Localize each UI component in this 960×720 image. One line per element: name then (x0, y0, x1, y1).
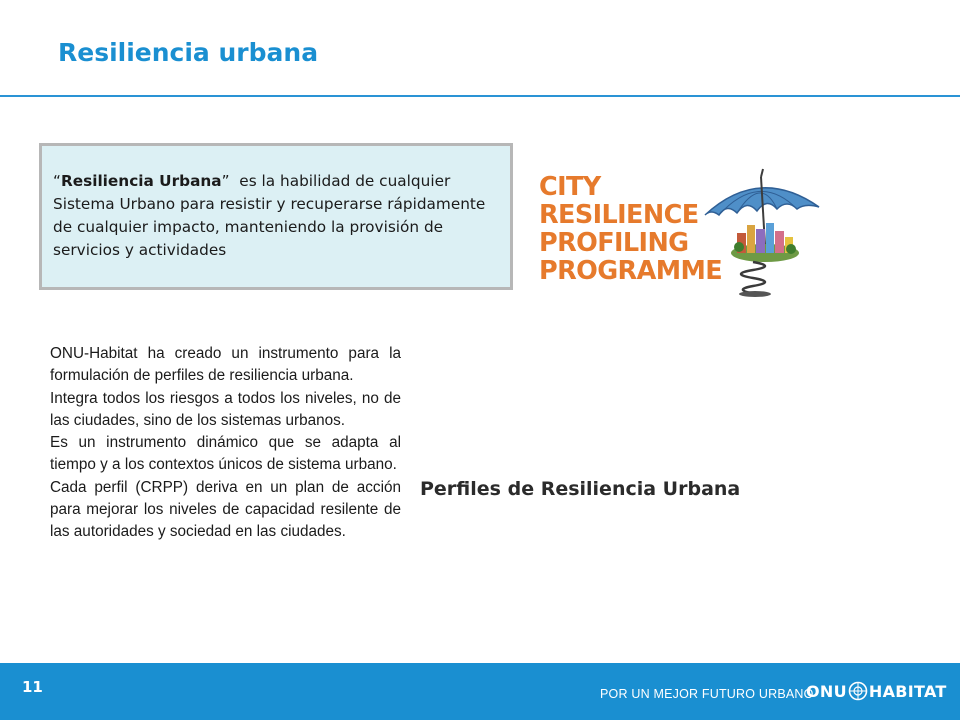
logo-line-resilience: RESILIENCE (539, 200, 699, 230)
close-quote: ” (221, 172, 230, 190)
definition-text: es la habilidad de cualquier Sistema Urbano para resistir y recuperarse rápidamente de cualquier impacto, manteniendo la provisión de servicios y actividades (53, 172, 486, 259)
un-emblem-icon (848, 681, 868, 701)
brand-right: HABITAT (868, 681, 947, 701)
logo-line-city: CITY (539, 172, 601, 202)
onu-habitat-logo (806, 681, 947, 701)
profiles-caption: Perfiles de Resiliencia Urbana (420, 478, 741, 500)
logo-line-programme: PROGRAMME (539, 256, 723, 286)
logo-wordmark (539, 173, 722, 285)
definition-term: Resiliencia Urbana (60, 172, 222, 190)
description-paragraph-3: Es un instrumento dinámico que se adapta al tiempo y a los contextos únicos de sistema urbano. (50, 434, 401, 474)
definition-box (39, 143, 513, 290)
open-quote: “ (53, 172, 61, 190)
page-title: Resiliencia urbana (58, 38, 319, 67)
title-divider (0, 95, 960, 97)
umbrella-city-icon (701, 167, 823, 297)
page-number: 11 (22, 678, 43, 696)
footer-tagline: POR UN MEJOR FUTURO URBANO (600, 687, 814, 701)
crpp-logo (523, 153, 831, 310)
footer-bar (0, 663, 960, 720)
description-paragraph-2: Integra todos los riesgos a todos los niveles, no de las ciudades, sino de los sistemas urbanos. (50, 389, 401, 429)
brand-left: ONU (806, 681, 847, 701)
description-text (50, 343, 401, 544)
description-paragraph-1: ONU-Habitat ha creado un instrumento para la formulación de perfiles de resiliencia urbana. (50, 345, 401, 385)
logo-line-profiling: PROFILING (539, 228, 689, 258)
description-paragraph-4: Cada perfil (CRPP) deriva en un plan de acción para mejorar los niveles de capacidad resilente de las autoridades y sociedad en las ciudades. (50, 478, 401, 541)
